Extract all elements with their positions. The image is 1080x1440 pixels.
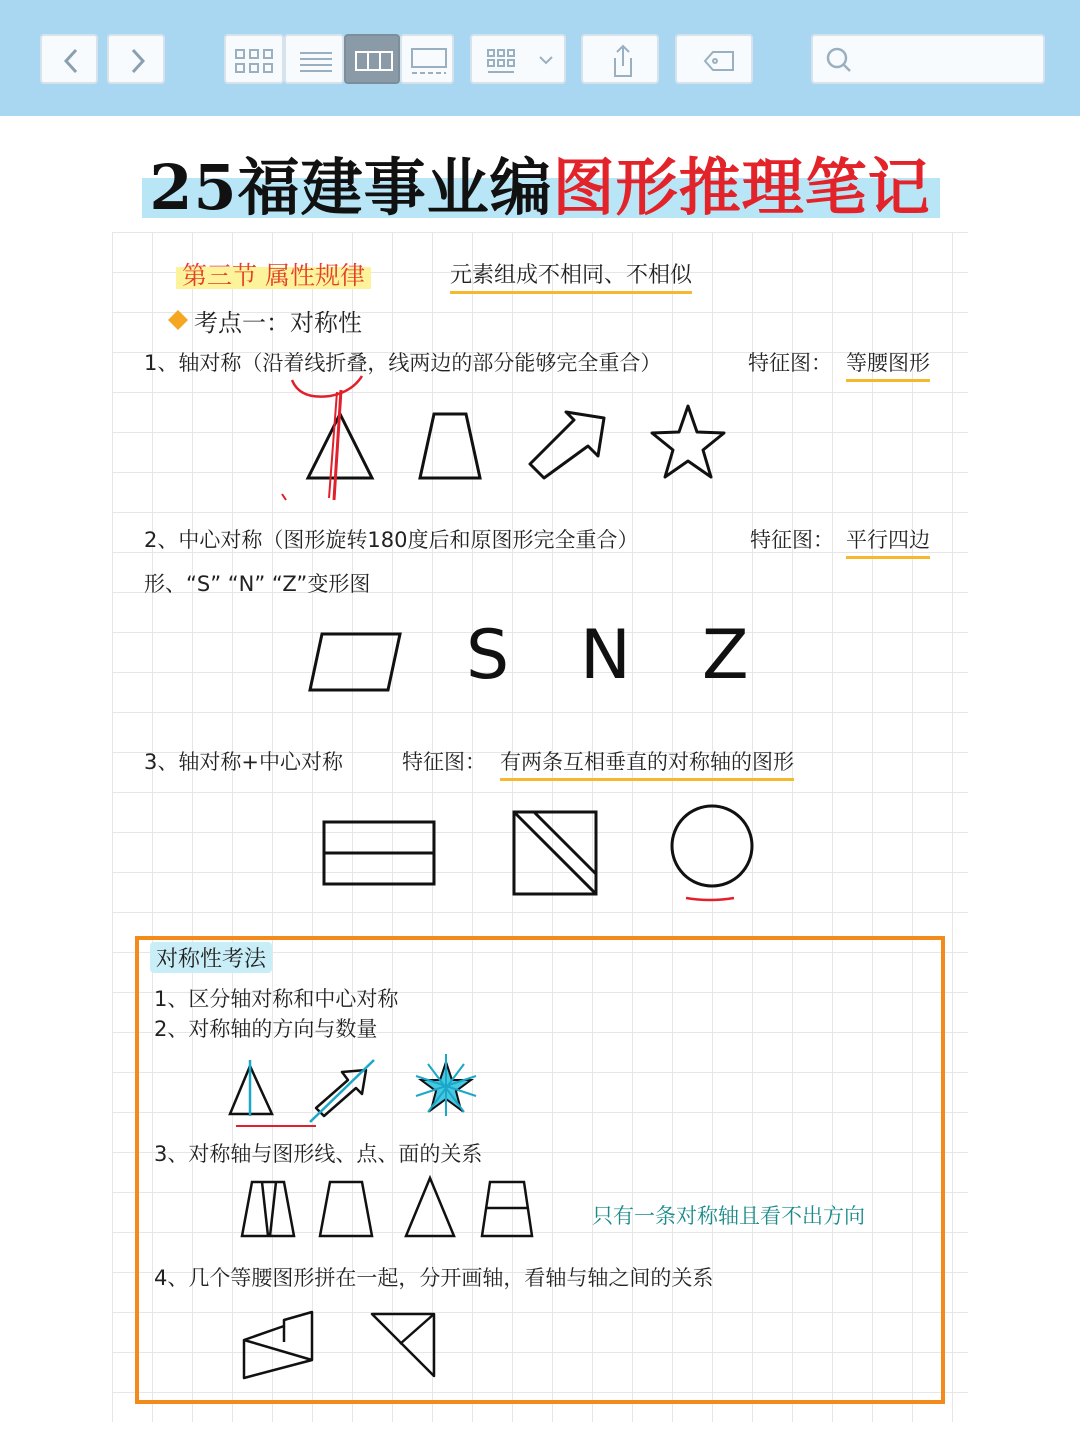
title-red-part: 图形推理笔记 bbox=[552, 151, 931, 224]
item3-text: 3、轴对称+中心对称 bbox=[144, 750, 343, 774]
point-title: 考点一：对称性 bbox=[194, 309, 362, 337]
title-black-part: 25福建事业编 bbox=[149, 151, 553, 224]
combined-shape-figure-2 bbox=[372, 1314, 434, 1376]
method-box-title: 对称性考法 bbox=[150, 942, 272, 973]
item3-feature: 有两条互相垂直的对称轴的图形 bbox=[500, 746, 794, 781]
method-line2: 2、对称轴的方向与数量 bbox=[154, 1017, 378, 1041]
item2-text: 2、中心对称（图形旋转180度后和原图形完全重合） bbox=[144, 528, 639, 552]
item2-feature: 平行四边 bbox=[846, 524, 930, 559]
method-line1: 1、区分轴对称和中心对称 bbox=[154, 987, 399, 1011]
item2-feature-label: 特征图： bbox=[750, 528, 834, 552]
method-line3: 3、对称轴与图形线、点、面的关系 bbox=[154, 1142, 483, 1166]
section-title: 第三节 属性规律 bbox=[176, 256, 371, 292]
item1-text: 1、轴对称（沿着线折叠，线两边的部分能够完全重合） bbox=[144, 351, 662, 375]
item1-feature: 等腰图形 bbox=[846, 347, 930, 382]
item3-feature-label: 特征图： bbox=[402, 750, 486, 774]
method-line4: 4、几个等腰图形拼在一起，分开画轴，看轴与轴之间的关系 bbox=[154, 1266, 714, 1290]
method-note: 只有一条对称轴且看不出方向 bbox=[592, 1204, 865, 1228]
letter-s: S bbox=[466, 616, 510, 695]
combined-shape-figure-1 bbox=[244, 1312, 312, 1378]
item1-feature-label: 特征图： bbox=[748, 351, 832, 375]
letter-n: N bbox=[580, 616, 631, 695]
section-desc: 元素组成不相同、不相似 bbox=[450, 258, 692, 294]
item2-cont: 形、“S” “N” “Z”变形图 bbox=[144, 572, 371, 596]
letter-z: Z bbox=[702, 616, 749, 695]
